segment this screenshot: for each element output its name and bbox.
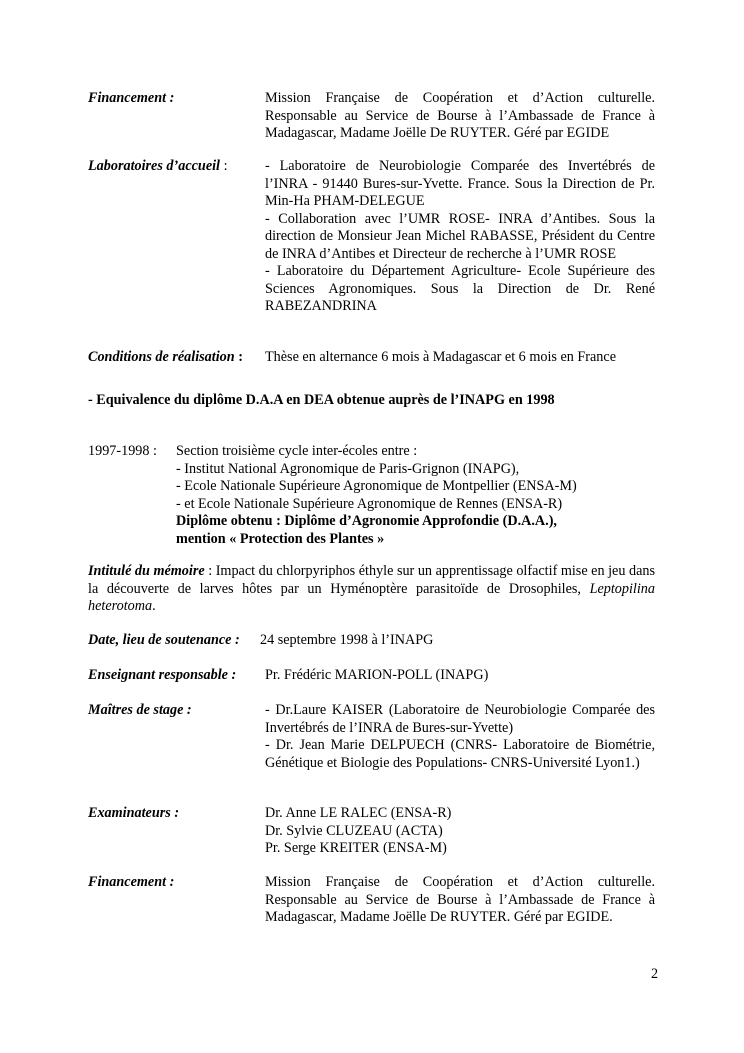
memoire-label: Intitulé du mémoire — [88, 563, 205, 579]
examinateur-item: Dr. Sylvie CLUZEAU (ACTA) — [265, 822, 443, 839]
cycle-years: 1997-1998 : — [88, 443, 157, 459]
laboratoires-label — [88, 158, 228, 176]
maitres-label: Maîtres de stage : — [88, 702, 192, 718]
laboratoires-list — [265, 158, 655, 316]
maitre-item: - Dr. Jean Marie DELPUECH (CNRS- Laboratoire de Biométrie, Génétique et Biologie des Populations- CNRS-Université Lyon1.) — [265, 737, 655, 771]
cycle-line: Section troisième cycle inter-écoles entre : — [176, 443, 418, 459]
laboratoires-colon: : — [220, 158, 228, 174]
financement-paragraph-2: Mission Française de Coopération et d’Action culturelle. Responsable au Service de Bourse à l’Ambassade de France à Madagascar, Madame Joëlle De RUYTER. Géré par EGIDE. — [265, 874, 655, 925]
maitres-list — [265, 702, 655, 772]
financement-paragraph: Mission Française de Coopération et d’Action culturelle. Responsable au Service de Bourse à l’Ambassade de France à Madagascar, Madame Joëlle De RUYTER. Géré par EGIDE — [265, 90, 655, 141]
examinateur-item: Dr. Anne LE RALEC (ENSA-R) — [265, 805, 452, 821]
cycle-lines — [176, 443, 656, 548]
memoire-section — [88, 563, 655, 616]
laboratoire-item: - Laboratoire de Neurobiologie Comparée des Invertébrés de l’INRA - 91440 Bures-sur-Yvette. France. Sous la Direction de Pr. Min-Ha PHAM-DELEGUE — [265, 158, 655, 209]
financement-text-2 — [265, 874, 655, 927]
examinateurs-list — [265, 805, 655, 858]
soutenance-text: 24 septembre 1998 à l’INAPG — [260, 632, 434, 648]
conditions-text: Thèse en alternance 6 mois à Madagascar et 6 mois en France — [265, 349, 616, 365]
financement-label: Financement : — [88, 90, 175, 106]
laboratoire-item: - Collaboration avec l’UMR ROSE- INRA d’Antibes. Sous la direction de Monsieur Jean Michel RABASSE, Président du Centre de INRA d’Antibes et Directeur de recherche à l’UMR ROSE — [265, 210, 655, 262]
financement-label-2: Financement : — [88, 874, 175, 890]
page-number: 2 — [651, 966, 659, 982]
diploma-line: Diplôme obtenu : Diplôme d’Agronomie Approfondie (D.A.A.), — [176, 513, 557, 529]
memoire-species: Leptopilina heterotoma — [88, 580, 655, 614]
laboratoires-label-text: Laboratoires d’accueil — [88, 158, 221, 174]
financement-text — [265, 90, 655, 143]
soutenance-label: Date, lieu de soutenance : — [88, 632, 240, 648]
examinateurs-label: Examinateurs : — [88, 805, 180, 821]
cycle-line: - Institut National Agronomique de Paris-Grignon (INAPG), — [176, 460, 520, 477]
diploma-mention: mention « Protection des Plantes » — [176, 530, 385, 547]
memoire-text: : Impact du chlorpyriphos éthyle sur un apprentissage olfactif mise en jeu dans la découverte de larves hôtes par un Hyménoptère parasitoïde de Drosophiles, — [88, 563, 656, 597]
conditions-label — [88, 349, 243, 367]
conditions-colon: : — [234, 349, 243, 365]
cycle-line: - Ecole Nationale Supérieure Agronomique de Montpellier (ENSA-M) — [176, 478, 577, 494]
equivalence-heading: - Equivalence du diplôme D.A.A en DEA obtenue auprès de l’INAPG en 1998 — [88, 392, 555, 408]
enseignant-text: Pr. Frédéric MARION-POLL (INAPG) — [265, 667, 489, 683]
maitre-item: - Dr.Laure KAISER (Laboratoire de Neurobiologie Comparée des Invertébrés de l’INRA de Bures-sur-Yvette) — [265, 702, 655, 736]
conditions-label-text: Conditions de réalisation — [88, 349, 235, 365]
laboratoire-item: - Laboratoire du Département Agriculture- Ecole Supérieure des Sciences Agronomiques. Sous la Direction de Dr. René RABEZANDRINA — [265, 263, 655, 314]
enseignant-label: Enseignant responsable : — [88, 667, 237, 683]
cycle-line: - et Ecole Nationale Supérieure Agronomique de Rennes (ENSA-R) — [176, 495, 563, 512]
examinateur-item: Pr. Serge KREITER (ENSA-M) — [265, 840, 447, 856]
memoire-end: . — [152, 598, 156, 614]
